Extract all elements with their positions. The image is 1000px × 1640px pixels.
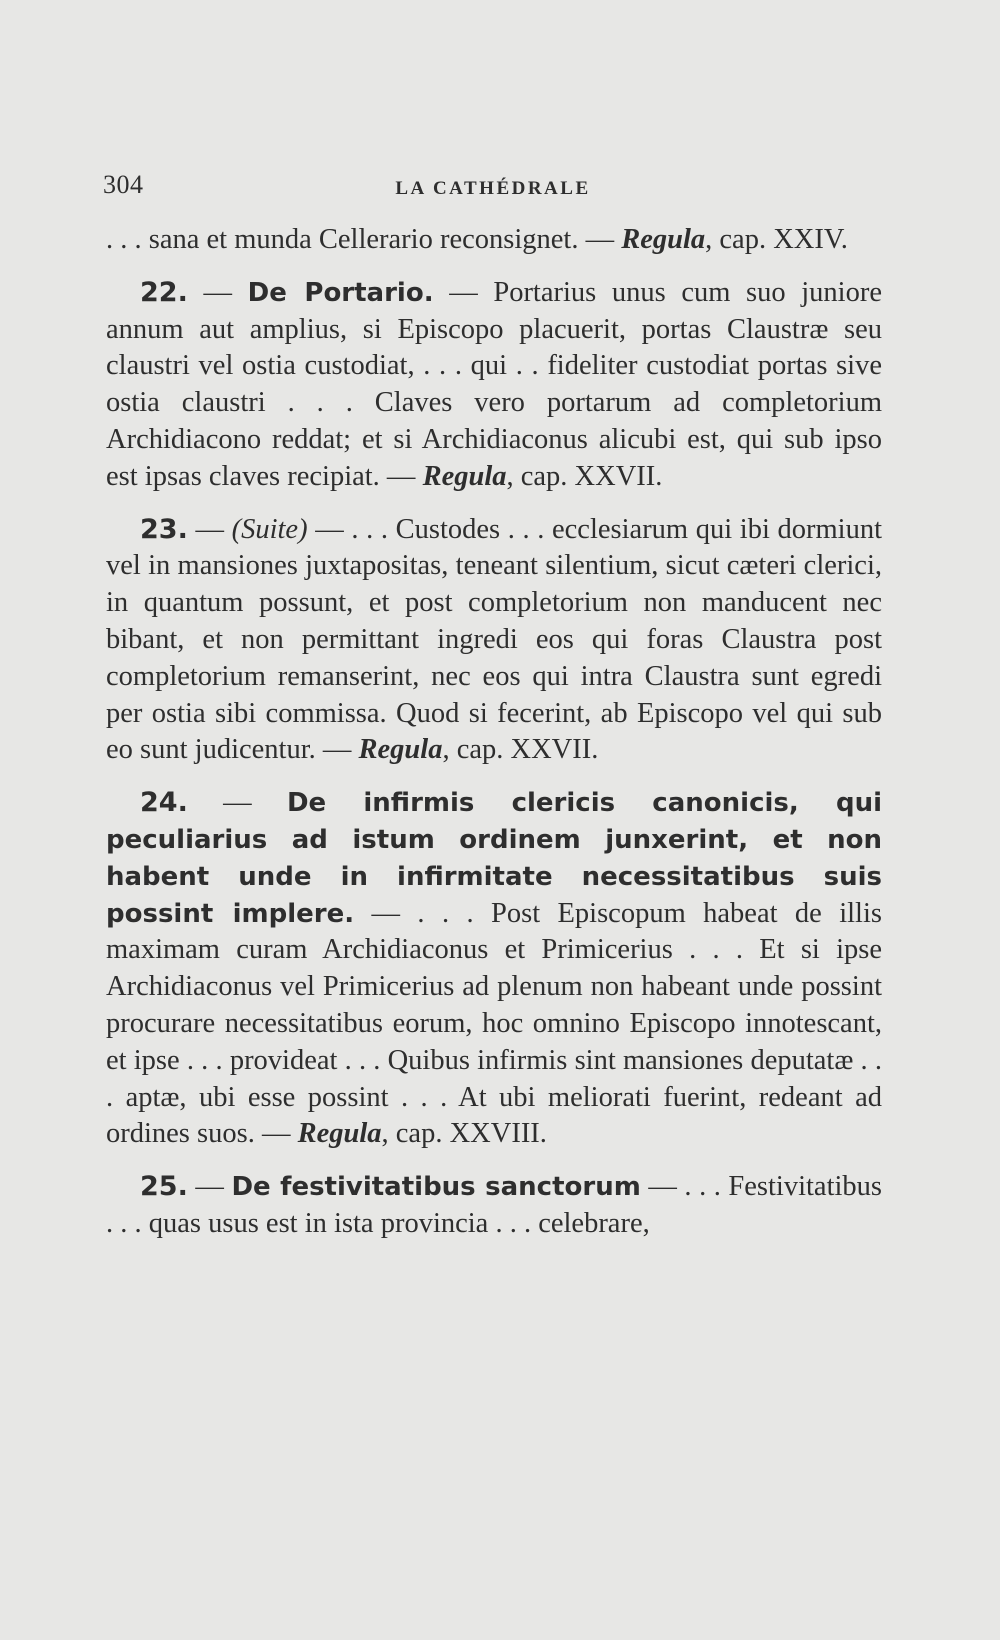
section-number: 24. [140,787,188,819]
section-heading: De infirmis clericis canonicis, qui peculiarius ad istum ordinem junxerint, et non habent unde in infirmitate necessitatibus suis possint implere. [106,788,882,929]
section-number: 23. [140,513,188,545]
section-22 [106,275,882,496]
dash: — [187,1171,232,1203]
section-23 [106,512,882,770]
regula-reference: Regula [422,460,507,492]
regula-reference: Regula [297,1118,382,1150]
page-body [106,222,882,1243]
section-number: 22. [140,276,188,308]
section-heading: De festivitatibus sanctorum [231,1172,641,1203]
section-text: — . . . Post Episcopum habeat de illis maximam curam Archidiaconus et Primicerius . . . Et si ipse Archidiaconus vel Primicerius ad plenum non habeant unde possint procurare necessitatibus eorum, hoc omnino Episcopo innotescant, et ipse . . . provideat . . . Quibus infirmis sint mansiones deputatæ . . . aptæ, ubi esse possint . . . At ubi meliorati fuerint, redeant ad ordines suos. — [106,897,882,1150]
section-number: 25. [140,1171,188,1203]
page-header [103,170,883,210]
section-24 [106,785,882,1153]
chapter-reference: , cap. XXIV. [705,224,848,255]
section-25 [106,1169,882,1243]
chapter-reference: , cap. XXVIII. [381,1118,547,1150]
page-number: 304 [103,170,144,199]
chapter-reference: , cap. XXVII. [506,460,663,492]
section-text: — . . . Festivitatibus . . . quas usus est in ista provincia . . . celebrare, [106,1171,882,1239]
section-text: — Portarius unus cum suo juniore annum aut amplius, si Episcopo placuerit, portas Claustræ seu claustri vel ostia custodiat, . . . qui . . fideliter custodiat portas sive ostia claustri . . . Claves vero portarum ad completorium Archidiacono reddat; et si Archidiaconus alicubi est, qui sub ipso est ipsas claves recipiat. — [106,276,882,492]
section-text: — . . . Custodes . . . ecclesiarum qui ibi dormiunt vel in mansiones juxtapositas, teneant silentium, sicut cæteri clerici, in quantum possunt, et post completorium non manducent nec bibant, et non permittant ingredi eos qui foras Claustra post completorium remanserint, nec eos qui intra Claustra sunt egredi per ostia sibi commissa. Quod si fecerint, ab Episcopo vel qui sub eo sunt judicentur. — [106,513,882,766]
dash: — [187,787,287,819]
regula-reference: Regula [358,734,443,766]
chapter-reference: , cap. XXVII. [442,734,599,766]
section-heading: (Suite) [231,513,308,545]
dash: — [187,513,232,545]
dash: — [187,276,248,308]
paragraph-continuation [106,222,882,259]
paragraph-text: . . . sana et munda Cellerario reconsignet. — [106,224,615,255]
section-heading: De Portario. [247,277,434,308]
regula-reference: Regula [621,224,706,255]
running-title: LA CATHÉDRALE [395,178,591,199]
